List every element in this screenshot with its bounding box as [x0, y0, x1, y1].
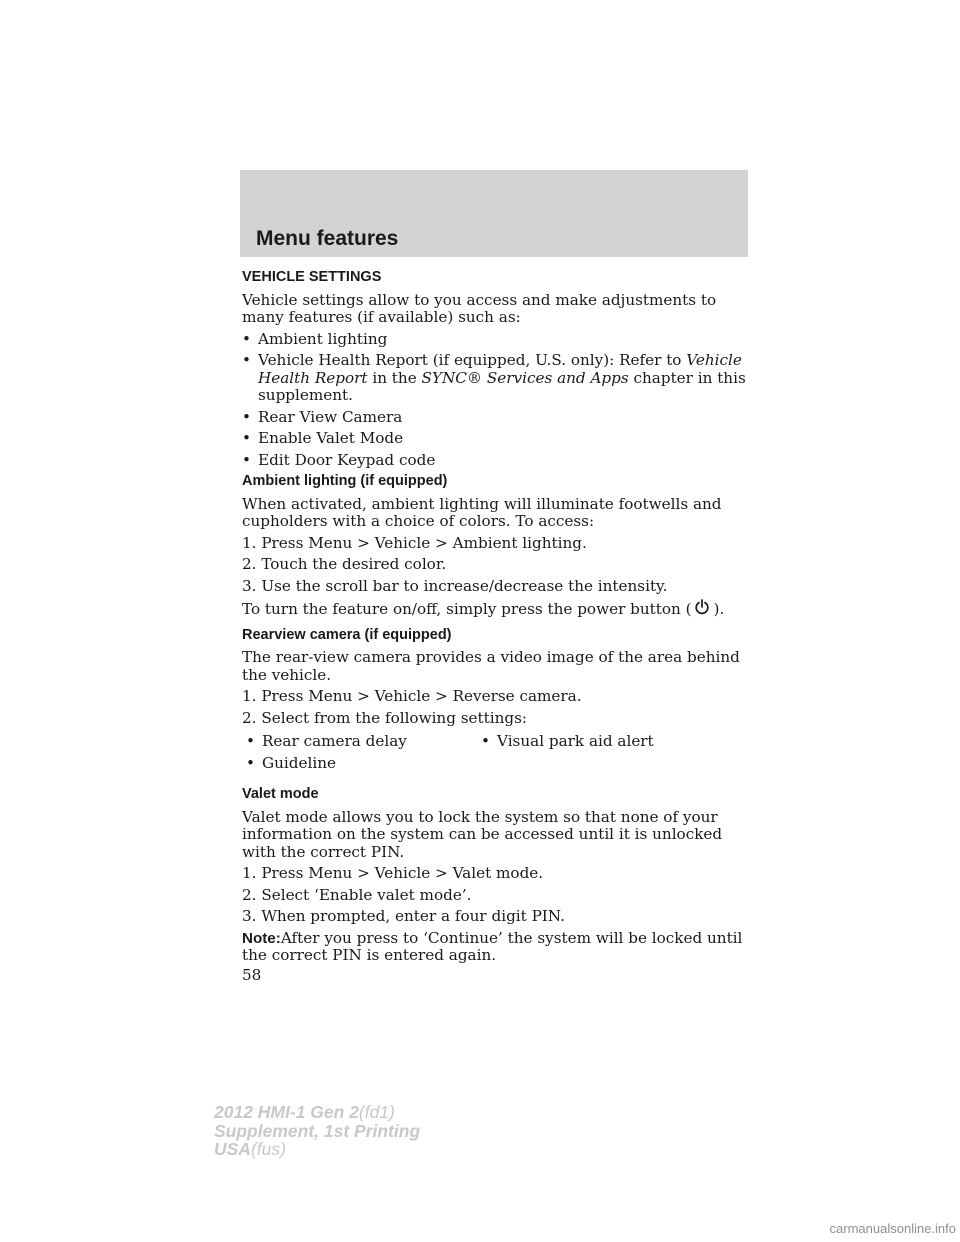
heading-valet-mode: Valet mode: [242, 786, 319, 802]
ambient-intro: When activated, ambient lighting will illuminate footwells and cupholders with a choice of colors. To access:: [242, 494, 722, 530]
power-icon: [694, 599, 710, 615]
footer-line-3: USA(fus): [214, 1139, 286, 1159]
valet-note: [242, 930, 752, 965]
bullet-icon: •: [242, 329, 251, 348]
section-title: Menu features: [256, 227, 399, 250]
ambient-step-2: 2. Touch the desired color.: [242, 555, 447, 573]
list-item: • Visual park aid alert: [481, 732, 654, 750]
footer-line-2: Supplement, 1st Printing: [214, 1120, 421, 1141]
bullet-icon: •: [246, 732, 255, 750]
rearview-step-1: 1. Press Menu > Vehicle > Reverse camera.: [242, 687, 582, 705]
valet-intro: Valet mode allows you to lock the system so that none of your information on the system can be accessed until it is unlocked with the correct PIN.: [242, 807, 723, 861]
print-footer: [214, 1103, 420, 1159]
heading-rearview-camera: Rearview camera (if equipped): [242, 626, 452, 643]
note-label: Note:: [242, 929, 281, 947]
rearview-step-2: 2. Select from the following settings:: [242, 708, 528, 727]
valet-step-1: 1. Press Menu > Vehicle > Valet mode.: [242, 864, 544, 882]
camera-settings-col-right: [481, 733, 716, 776]
bullet-icon: •: [242, 429, 251, 447]
bullet-icon: •: [242, 407, 251, 426]
section-header-band: [240, 170, 748, 257]
list-item: • Guideline: [246, 753, 336, 772]
camera-settings-list: [242, 733, 752, 776]
vehicle-settings-intro: Vehicle settings allow to you access and make adjustments to many features (if available) such as:: [242, 290, 717, 326]
list-item: • Edit Door Keypad code: [242, 450, 436, 469]
heading-vehicle-settings: VEHICLE SETTINGS: [242, 269, 382, 285]
bullet-icon: •: [246, 753, 255, 772]
list-item: • Vehicle Health Report (if equipped, U.S. only): Refer to Vehicle Health Report in the SYNC® Services and Apps chapter in this supplement.: [242, 351, 746, 404]
valet-step-3: 3. When prompted, enter a four digit PIN.: [242, 907, 565, 925]
bullet-icon: •: [242, 450, 251, 469]
camera-settings-col-left: [242, 733, 481, 776]
site-watermark: carmanualsonline.info: [829, 1221, 956, 1236]
footer-line-1: 2012 HMI-1 Gen 2(fd1): [214, 1102, 395, 1122]
page-number: 58: [242, 965, 262, 984]
list-item: • Rear View Camera: [242, 407, 403, 426]
bullet-icon: •: [481, 732, 490, 750]
bullet-icon: •: [242, 351, 251, 369]
ambient-step-3: 3. Use the scroll bar to increase/decrease the intensity.: [242, 576, 668, 595]
page-content: [242, 269, 752, 984]
list-item: • Enable Valet Mode: [242, 429, 404, 447]
list-item: • Rear camera delay: [246, 732, 407, 750]
heading-ambient-lighting: Ambient lighting (if equipped): [242, 473, 448, 489]
valet-step-2: 2. Select ‘Enable valet mode’.: [242, 885, 472, 904]
ambient-step-1: 1. Press Menu > Vehicle > Ambient lighting.: [242, 533, 587, 552]
vehicle-settings-list: [242, 331, 752, 470]
ambient-power-instruction: To turn the feature on/off, simply press the power button ( ).: [242, 600, 725, 618]
list-item: • Ambient lighting: [242, 329, 388, 348]
rearview-intro: The rear-view camera provides a video image of the area behind the vehicle.: [242, 648, 740, 684]
note-text: After you press to ‘Continue’ the system will be locked until the correct PIN is entered again.: [242, 928, 743, 964]
